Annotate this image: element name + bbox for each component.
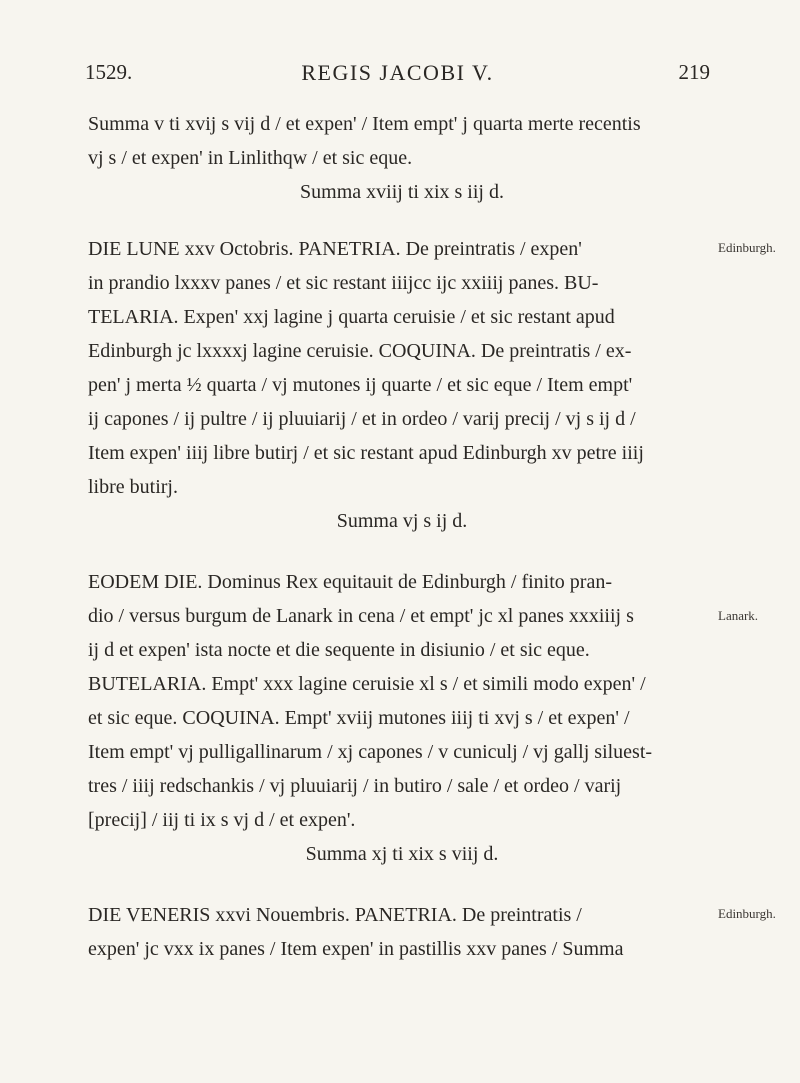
margin-note-edinburgh: Edinburgh. — [718, 906, 776, 921]
text-line: DIE LUNE xxv Octobris. PANETRIA. De preintratis / expen' — [88, 238, 582, 260]
paragraph-1 — [88, 107, 716, 209]
text-line: TELARIA. Expen' xxj lagine j quarta ceruisie / et sic restant apud — [88, 306, 615, 328]
text-line: expen' jc vxx ix panes / Item expen' in pastillis xxv panes / Summa — [88, 938, 624, 960]
margin-note-edinburgh: Edinburgh. — [718, 240, 776, 255]
text-line: ij capones / ij pultre / ij pluuiarij / et in ordeo / varij precij / vj s ij d / — [88, 408, 636, 430]
text-line: pen' j merta ½ quarta / vj mutones ij quarte / et sic eque / Item empt' — [88, 374, 633, 396]
text-line: Item expen' iiij libre butirj / et sic restant apud Edinburgh xv petre iiij — [88, 442, 644, 464]
text-line: vj s / et expen' in Linlithqw / et sic eque. — [88, 147, 413, 169]
text-line: Item empt' vj pulligallinarum / xj capones / v cuniculj / vj gallj siluest- — [88, 741, 653, 763]
text-line: tres / iiij redschankis / vj pluuiarij / in butiro / sale / et ordeo / varij — [88, 775, 622, 797]
summa-line: Summa xviij ti xix s iij d. — [300, 181, 504, 203]
summa-line: Summa xj ti xix s viij d. — [305, 843, 499, 865]
text-line: Edinburgh jc lxxxxj lagine ceruisie. COQUINA. De preintratis / ex- — [88, 340, 632, 362]
text-line: et sic eque. COQUINA. Empt' xviij mutones iiij ti xvj s / et expen' / — [88, 707, 630, 729]
paragraph-3 — [88, 565, 716, 871]
text-line: [precij] / iij ti ix s vj d / et expen'. — [88, 809, 356, 831]
paragraph-2 — [88, 232, 716, 538]
page-number: 219 — [678, 60, 710, 84]
page-header — [85, 60, 710, 90]
header-title: REGIS JACOBI V. — [301, 60, 494, 85]
paragraph-4 — [88, 898, 716, 966]
text-line: EODEM DIE. Dominus Rex equitauit de Edinburgh / finito pran- — [88, 571, 612, 593]
text-line: BUTELARIA. Empt' xxx lagine ceruisie xl s / et simili modo expen' / — [88, 673, 646, 695]
text-line: Summa v ti xvij s vij d / et expen' / Item empt' j quarta merte recentis — [88, 113, 641, 135]
text-line: libre butirj. — [88, 476, 178, 498]
summa-line: Summa vj s ij d. — [336, 510, 468, 532]
text-line: dio / versus burgum de Lanark in cena / et empt' jc xl panes xxxiiij s — [88, 605, 634, 627]
header-year: 1529. — [85, 60, 133, 84]
text-line: DIE VENERIS xxvi Nouembris. PANETRIA. De preintratis / — [88, 904, 582, 926]
margin-note-lanark: Lanark. — [718, 608, 759, 623]
text-line: ij d et expen' ista nocte et die sequente in disiunio / et sic eque. — [88, 639, 590, 661]
text-line: in prandio lxxxv panes / et sic restant iiijcc ijc xxiiij panes. BU- — [88, 272, 599, 294]
